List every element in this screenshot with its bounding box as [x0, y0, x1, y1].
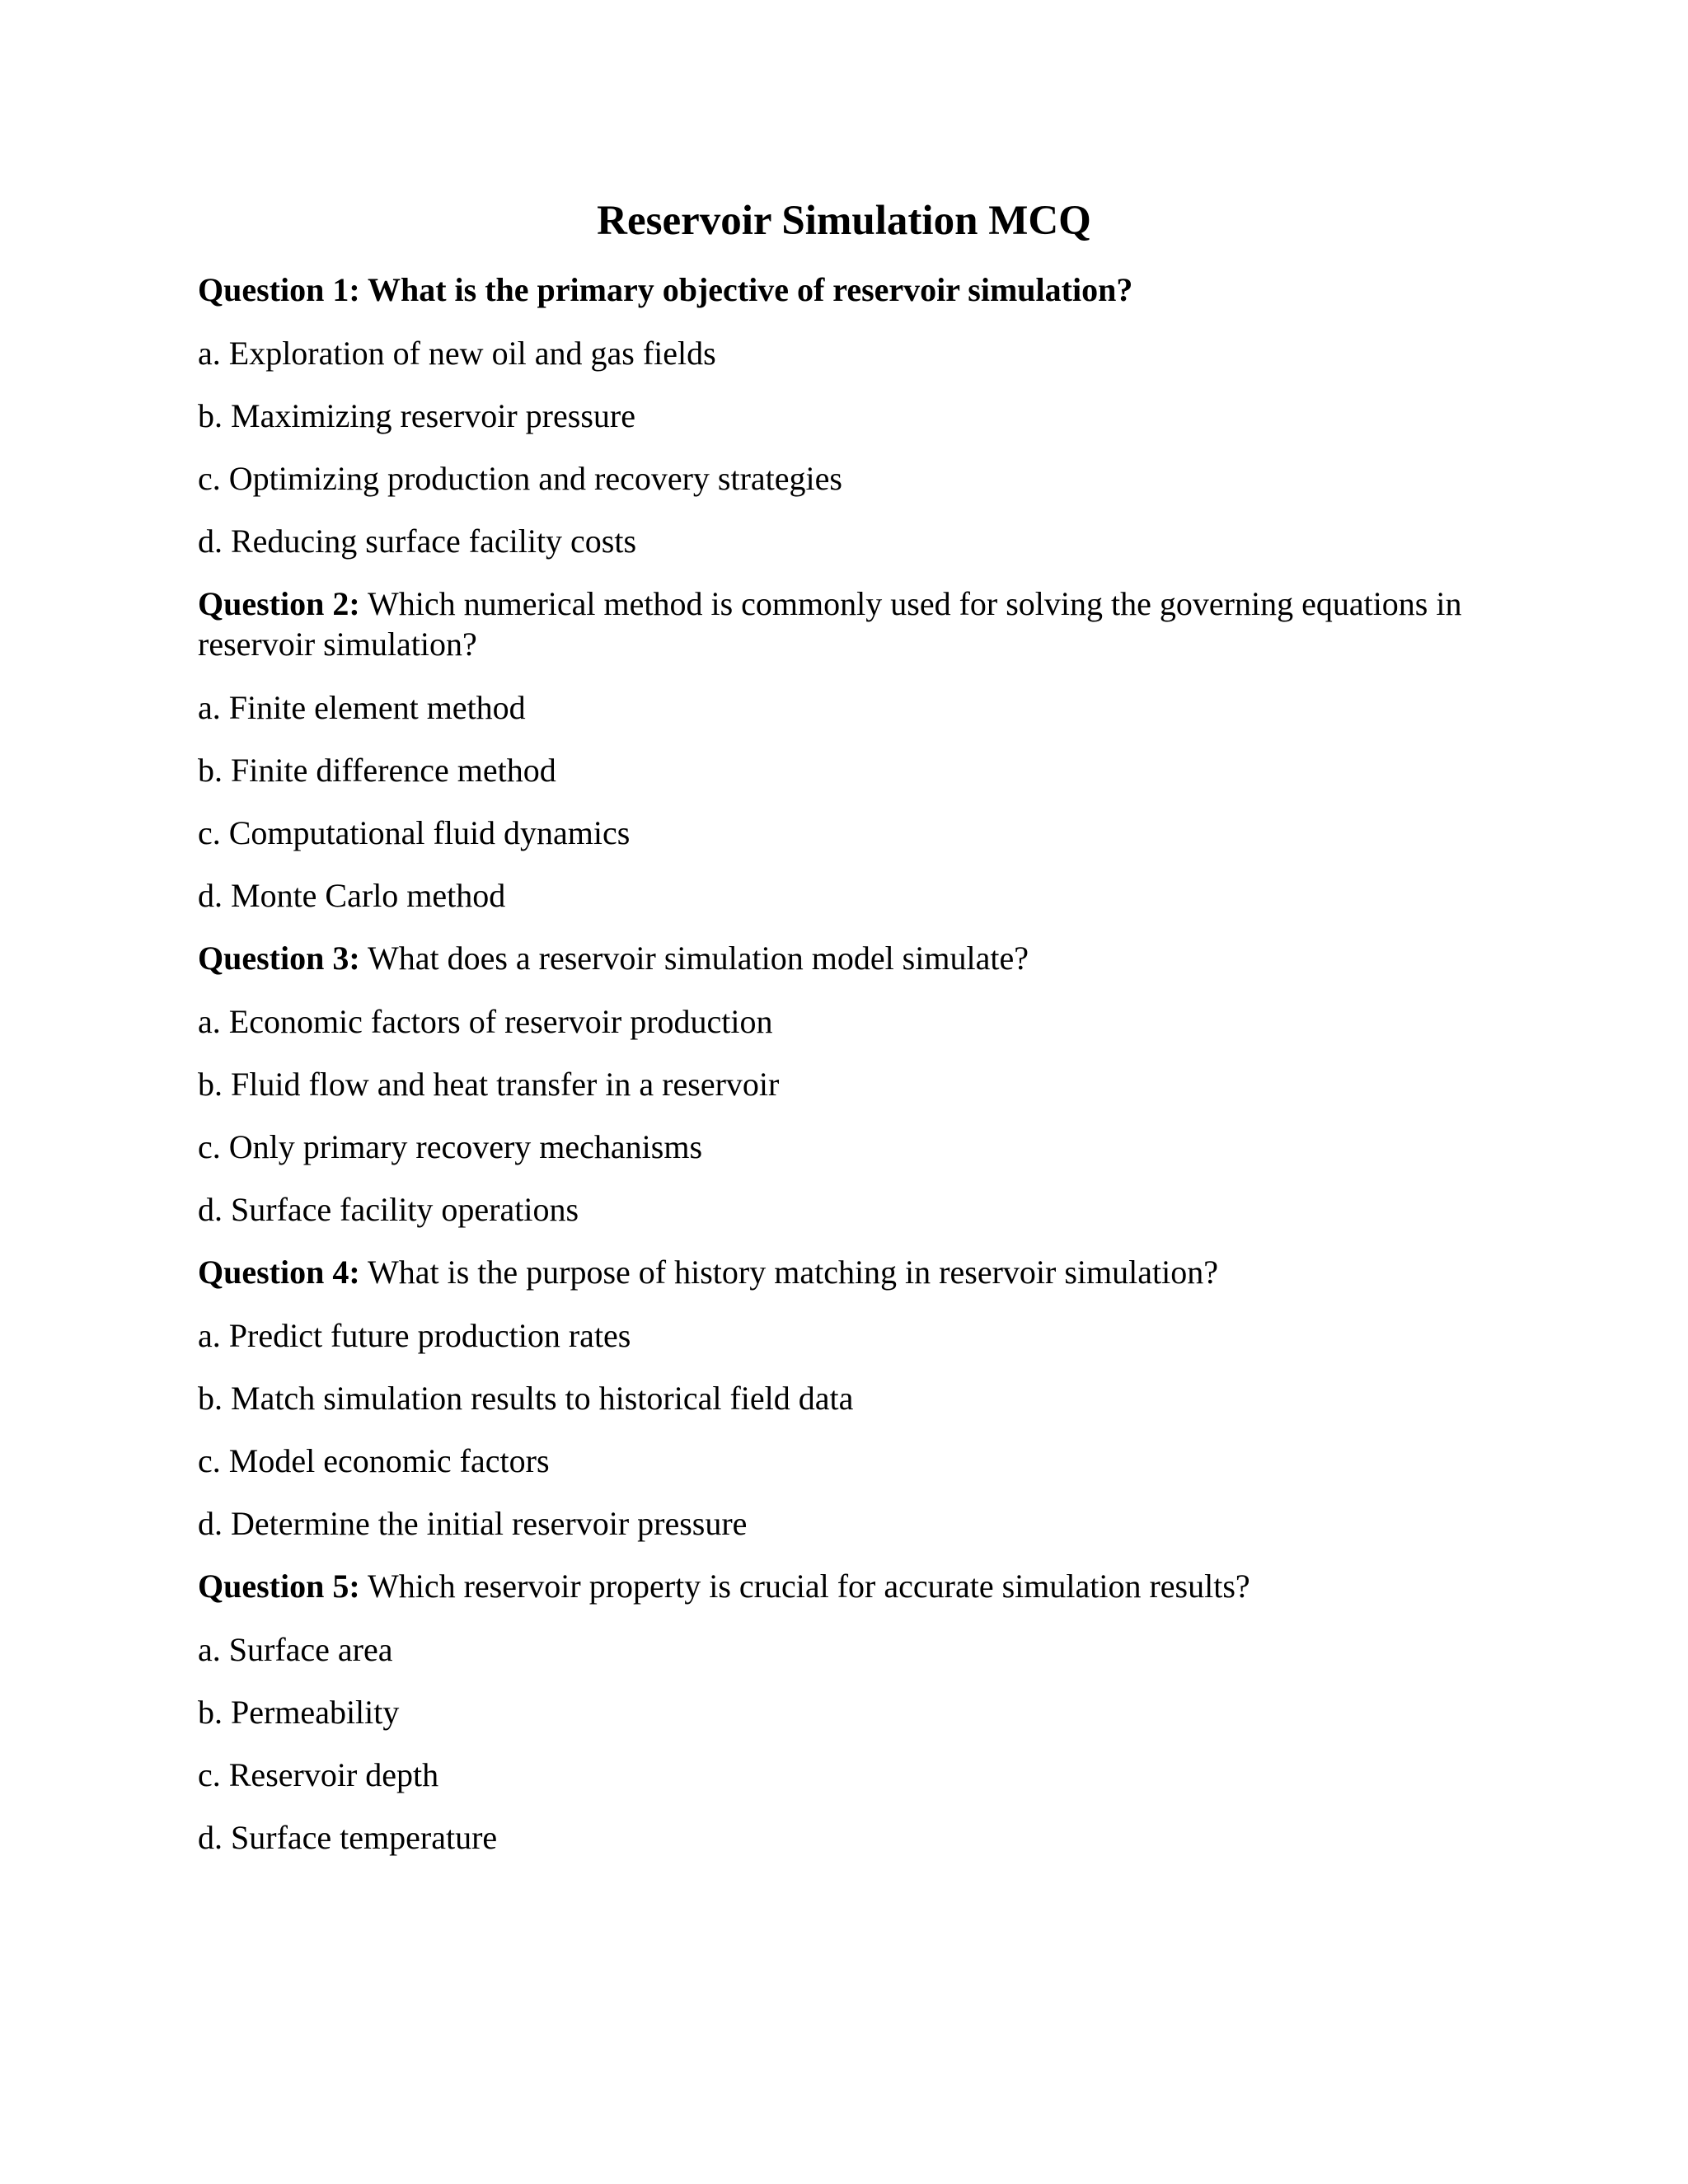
question-4-option-d: d. Determine the initial reservoir pressure [198, 1505, 748, 1542]
question-3-text: What does a reservoir simulation model simulate? [367, 940, 1029, 977]
question-1 [198, 269, 1500, 310]
question-block-4 [198, 1252, 1500, 1544]
question-5-option-a: a. Surface area [198, 1631, 393, 1668]
question-5-option-d: d. Surface temperature [198, 1819, 498, 1856]
question-1-option-d: d. Reducing surface facility costs [198, 523, 637, 560]
question-4-option-c: c. Model economic factors [198, 1442, 550, 1479]
question-list [198, 269, 1500, 1880]
question-3-option-d: d. Surface facility operations [198, 1191, 579, 1228]
question-1-option-c: c. Optimizing production and recovery strategies [198, 460, 842, 497]
question-4 [198, 1252, 1500, 1292]
question-5-label: Question 5: [198, 1568, 360, 1605]
question-block-5 [198, 1566, 1500, 1858]
question-5-option-c: c. Reservoir depth [198, 1756, 439, 1793]
question-3-label: Question 3: [198, 940, 360, 977]
question-2 [198, 583, 1500, 664]
question-3-option-c: c. Only primary recovery mechanisms [198, 1128, 703, 1165]
question-block-3 [198, 938, 1500, 1230]
question-block-1 [198, 269, 1500, 561]
question-block-2 [198, 583, 1500, 916]
question-1-label: Question 1: [198, 271, 360, 308]
question-4-label: Question 4: [198, 1254, 360, 1291]
question-2-option-d: d. Monte Carlo method [198, 877, 506, 914]
question-4-option-a: a. Predict future production rates [198, 1317, 631, 1354]
question-4-option-b: b. Match simulation results to historical field data [198, 1380, 854, 1417]
question-1-text: What is the primary objective of reservoir simulation? [367, 271, 1133, 308]
question-1-option-a: a. Exploration of new oil and gas fields [198, 335, 716, 372]
document-title: Reservoir Simulation MCQ [597, 198, 1091, 244]
question-2-option-c: c. Computational fluid dynamics [198, 814, 631, 851]
question-2-text: Which numerical method is commonly used for solving the governing equations in reservoir simulation? [198, 585, 1462, 663]
question-2-label: Question 2: [198, 585, 360, 622]
question-2-option-a: a. Finite element method [198, 689, 526, 726]
question-5 [198, 1566, 1500, 1606]
question-5-text: Which reservoir property is crucial for accurate simulation results? [367, 1568, 1250, 1605]
question-3-option-a: a. Economic factors of reservoir production [198, 1003, 773, 1040]
question-3-option-b: b. Fluid flow and heat transfer in a reservoir [198, 1066, 780, 1103]
question-4-text: What is the purpose of history matching in reservoir simulation? [367, 1254, 1218, 1291]
question-2-option-b: b. Finite difference method [198, 752, 556, 789]
question-5-option-b: b. Permeability [198, 1694, 400, 1731]
question-1-option-b: b. Maximizing reservoir pressure [198, 397, 635, 434]
question-3 [198, 938, 1500, 978]
